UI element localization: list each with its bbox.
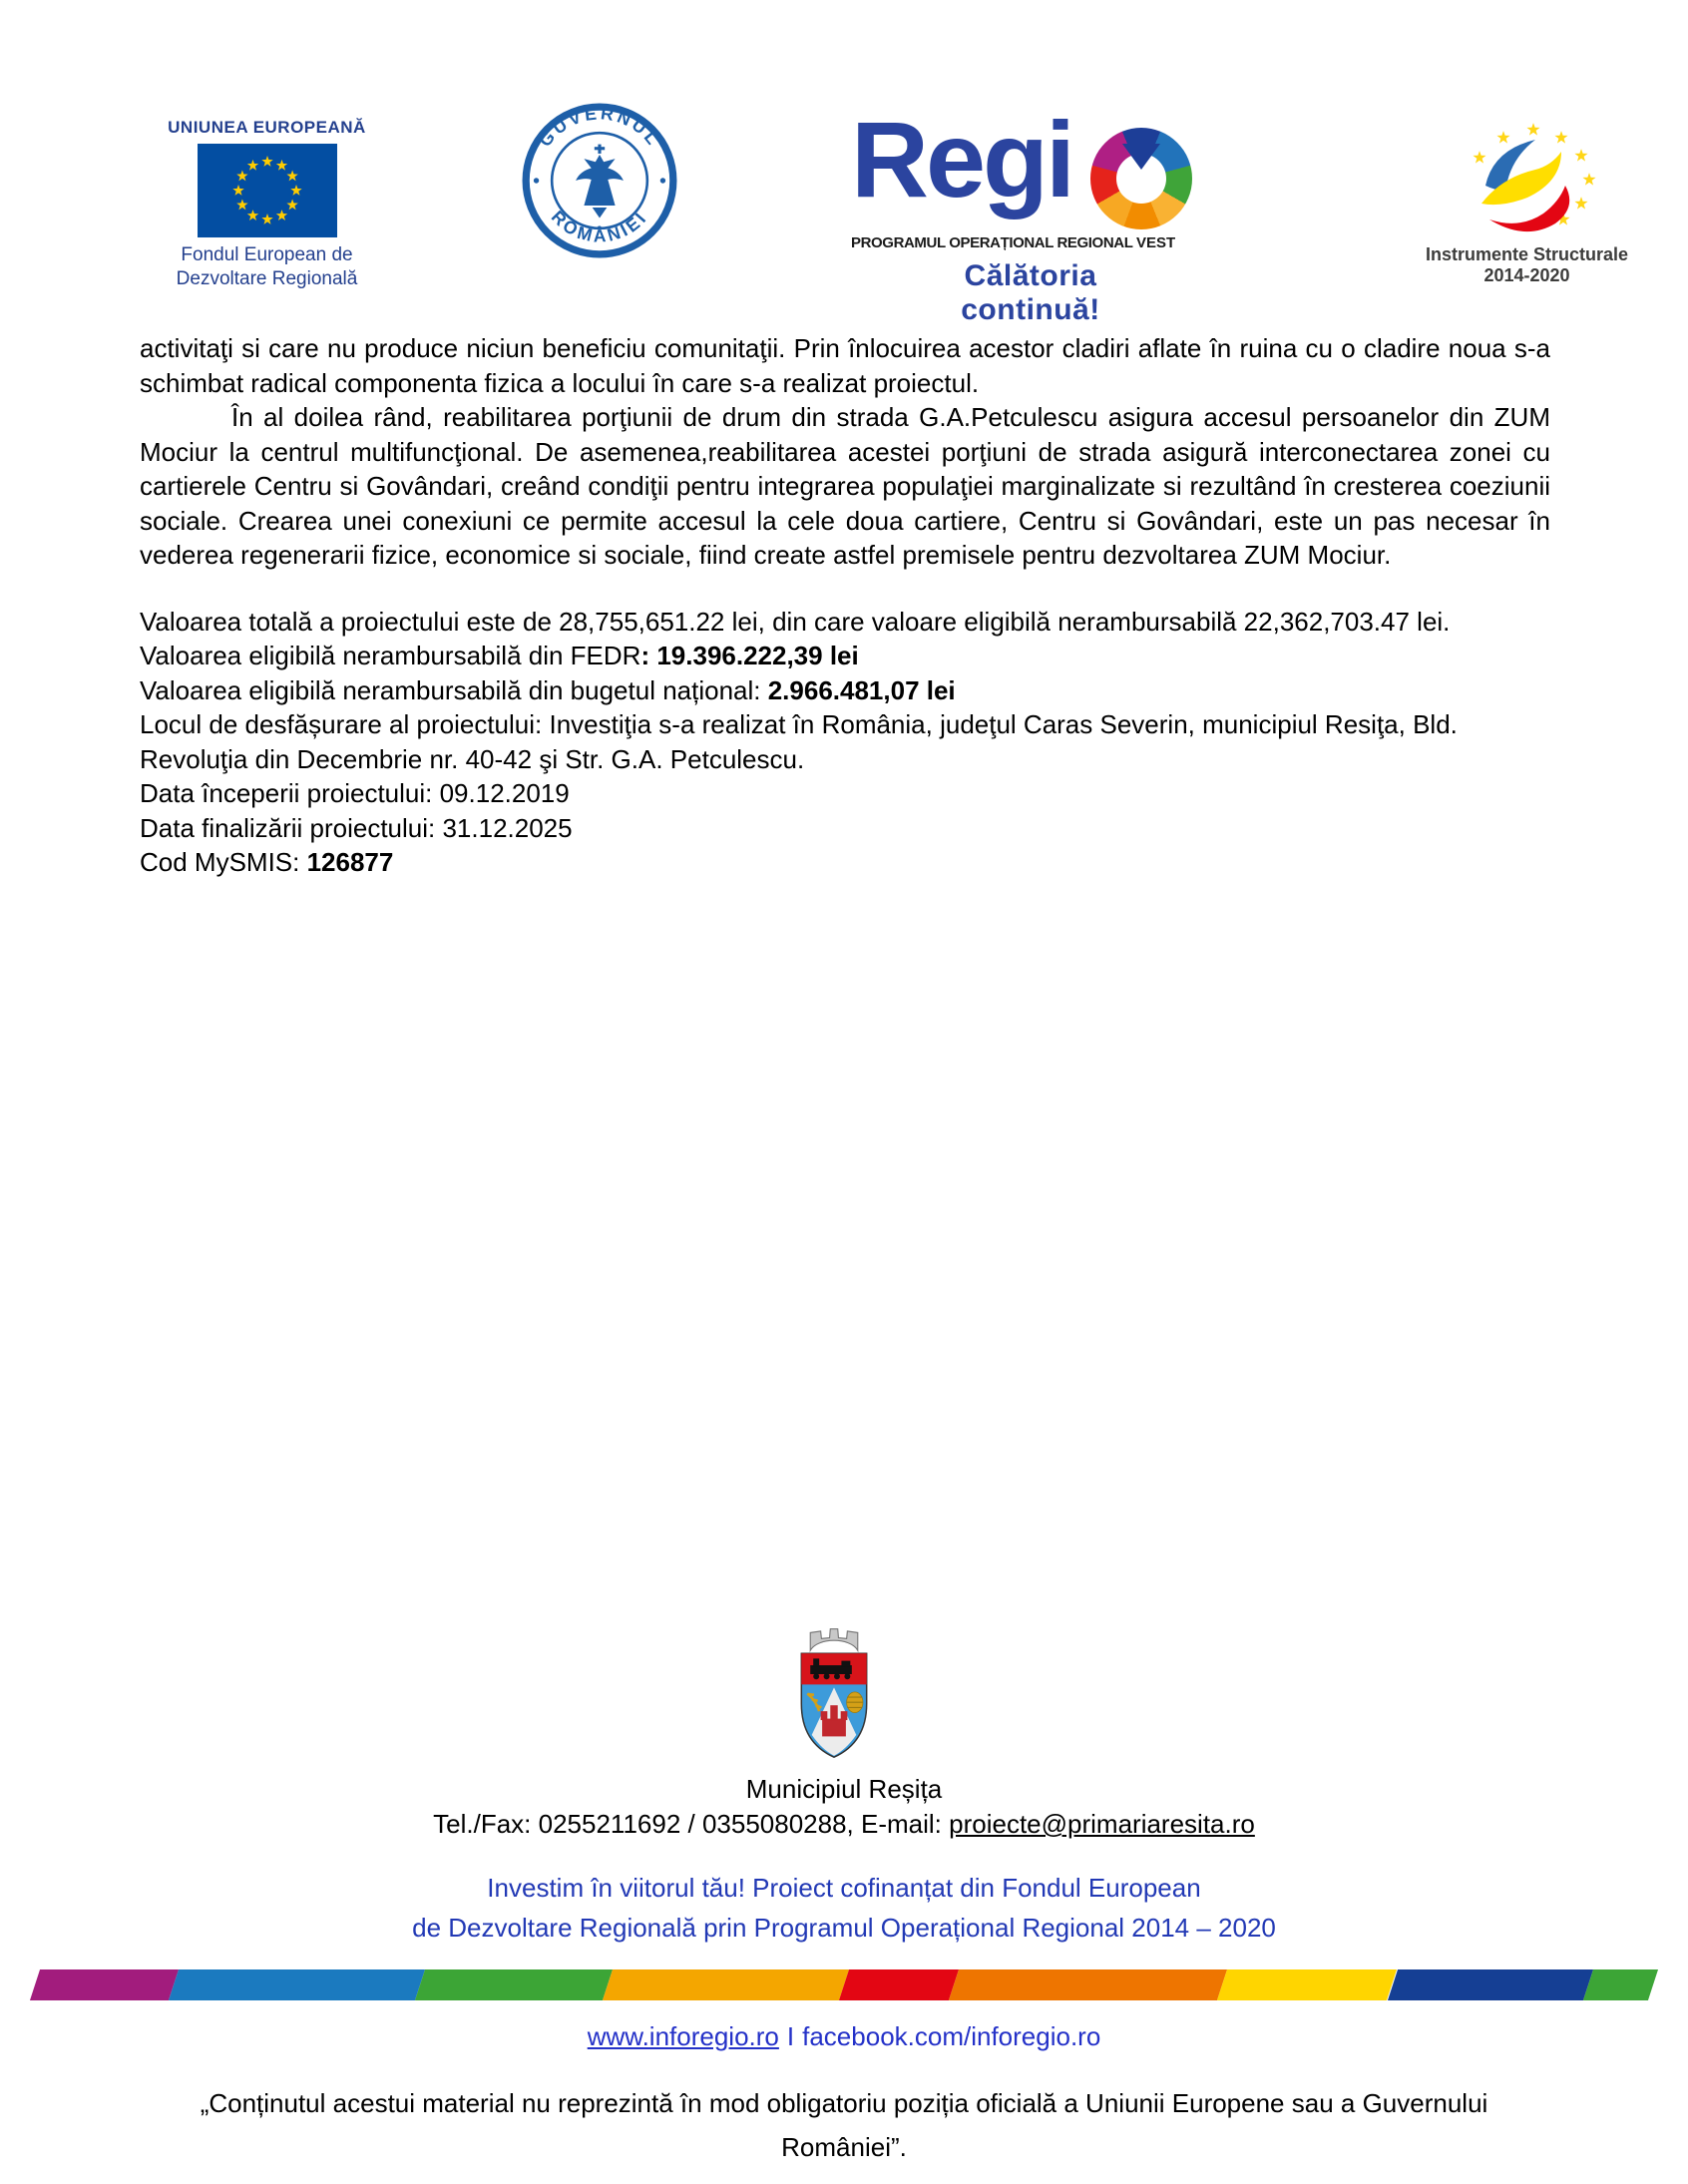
mural-crown (810, 1629, 858, 1651)
beehive-icon (847, 1692, 863, 1713)
budget-label: Valoarea eligibilă nerambursabilă din bugetul național: (140, 674, 768, 705)
eu-logo-title: UNIUNEA EUROPEANĂ (168, 118, 366, 137)
project-values-block (140, 605, 1550, 880)
wheel-arrow-icon (1122, 144, 1160, 170)
stripe-segment (30, 1969, 180, 2000)
instrumente-structurale-logo (1415, 108, 1639, 286)
government-seal-icon (522, 103, 677, 258)
stripe-segment (1583, 1969, 1658, 2000)
regio-subrow (851, 234, 1195, 256)
links-line (0, 2021, 1688, 2052)
regio-tagline: Călătoria continuă! (961, 259, 1100, 326)
paragraph-2: În al doilea rând, reabilitarea porţiunii de drum din strada G.A.Petculescu asigura accesul persoanelor din ZUM Mociur la centrul multifuncţional. De asemenea,reabilitarea acestei porţiuni de strada asigură interconectarea zonei cu cartierele Centru si Govândari, creând condiţii pentru integrarea populaţiei marginalizate si rezultând în cresterea coeziunii sociale. Crearea unei conexiuni ce permite accesul la cele doua cartiere, Centru si Govândari, este un pas necesar în vederea regenerarii fizice, economice si sociale, fiind create astfel premisele pentru dezvoltarea ZUM Mociur. (140, 402, 1550, 570)
budget-line (140, 673, 1550, 708)
municipality-name: Municipiul Reșița (745, 1774, 943, 1804)
seal-bottom-text: ROMÂNIEI (547, 207, 652, 246)
stripe-segment (949, 1969, 1227, 2000)
fedr-value: : 19.396.222,39 lei (640, 641, 859, 670)
regio-program-label: PROGRAMUL OPERAȚIONAL REGIONAL (851, 234, 1133, 251)
cofinancing-statement (0, 1868, 1688, 1948)
structural-instruments-icon (1428, 108, 1627, 237)
resita-coat-of-arms (788, 1622, 880, 1778)
eu-flag-icon (198, 144, 337, 237)
stripe-segment (603, 1969, 849, 2000)
inforegio-link[interactable]: www.inforegio.ro (587, 2021, 779, 2051)
stripe-segment (1388, 1969, 1593, 2000)
regio-wheel-icon (1090, 128, 1192, 229)
budget-value: 2.966.481,07 lei (767, 674, 956, 705)
stripe-segment (839, 1969, 959, 2000)
paragraph-1: activitaţi si care nu produce niciun beneficiu comunitaţii. Prin înlocuirea acestor cladiri aflate în ruina cu o cladire noua s-a schimbat radical componenta fizica a locului în care s-a realizat proiectul. (140, 333, 1550, 398)
total-value-line: Valoarea totală a proiectului este de 28,755,651.22 lei, din care valoare eligibilă nerambursabilă 22,362,703.47 lei. (140, 606, 1451, 637)
eu-logo (160, 118, 374, 291)
fedr-label: Valoarea eligibilă nerambursabilă din FEDR (140, 641, 641, 670)
fedr-line (140, 639, 1550, 673)
body-text (140, 331, 1550, 880)
mysmis-value: 126877 (306, 847, 394, 877)
logo-row (0, 0, 1688, 326)
location-line: Locul de desfășurare al proiectului: Investiţia s-a realizat în România, judeţul Caras Severin, municipiul Resiţa, Bld. Revoluţia din Decembrie nr. 40-42 şi Str. G.A. Petculescu. (140, 709, 1458, 774)
links-separator: I (786, 2021, 795, 2051)
regio-region-label: VEST (1136, 234, 1176, 251)
regio-logo (851, 99, 1210, 326)
color-stripe (35, 1969, 1653, 2000)
romanian-government-seal (522, 103, 677, 258)
mysmis-label: Cod MySMIS: (140, 847, 307, 877)
seal-top-text: GUVERNUL (535, 103, 664, 151)
is-logo-line1: Instrumente Structurale (1425, 244, 1629, 264)
cofinancing-line1: Investim în viitorul tău! Proiect cofinanțat din Fondul European (487, 1873, 1201, 1903)
mysmis-line (140, 845, 1550, 880)
stripe-segment (415, 1969, 613, 2000)
regio-wordmark: Regi (851, 99, 1073, 219)
stripe-segment (169, 1969, 425, 2000)
disclaimer-text: „Conținutul acestui material nu reprezintă în mod obligatoriu poziția oficială a Uniunii Europene sau a Guvernului României”. (200, 2088, 1488, 2162)
facebook-link[interactable]: facebook.com/inforegio.ro (802, 2021, 1101, 2051)
start-date-line: Data începerii proiectului: 09.12.2019 (140, 778, 570, 808)
is-logo-line2: 2014-2020 (1483, 265, 1570, 285)
contact-prefix: Tel./Fax: 0255211692 / 0355080288, E-mail: (433, 1809, 950, 1839)
cofinancing-line2: de Dezvoltare Regională prin Programul Operațional Regional 2014 – 2020 (412, 1913, 1276, 1943)
eu-logo-subtitle: Fondul European de Dezvoltare Regională (176, 244, 358, 289)
stripe-segment (1217, 1969, 1397, 2000)
email-link[interactable]: proiecte@primariaresita.ro (949, 1809, 1255, 1839)
contact-line (0, 1809, 1688, 1840)
end-date-line: Data finalizării proiectului: 31.12.2025 (140, 812, 573, 843)
